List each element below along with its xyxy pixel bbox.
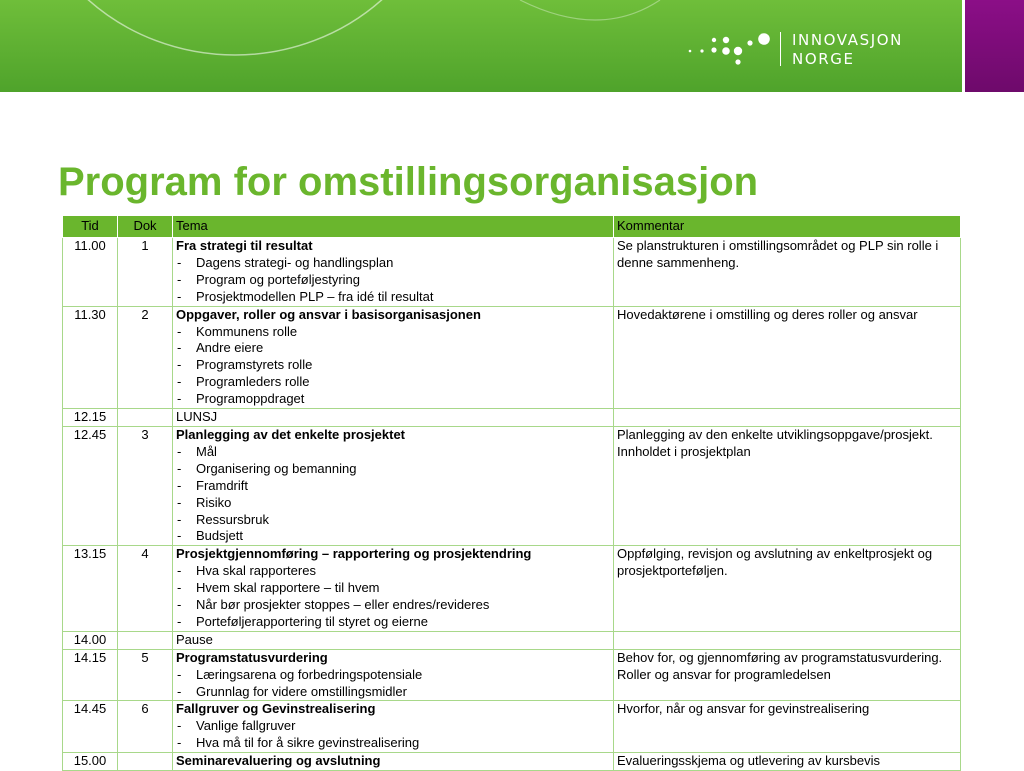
program-table: [62, 215, 961, 771]
topic-subitems: [176, 718, 610, 752]
cell-tid: 14.45: [63, 701, 118, 753]
topic-subitem: - Mål: [176, 444, 610, 461]
topic-subitems: [176, 324, 610, 409]
cell-kommentar: Evalueringsskjema og utlevering av kursbevis: [614, 753, 961, 771]
topic-subitem: - Andre eiere: [176, 340, 610, 357]
cell-tid: 15.00: [63, 753, 118, 771]
topic-subitem: - Vanlige fallgruver: [176, 718, 610, 735]
topic-subitem: - Hva må til for å sikre gevinstrealisering: [176, 735, 610, 752]
cell-tema: [173, 409, 614, 427]
cell-tema: [173, 546, 614, 632]
topic-subitem: - Risiko: [176, 495, 610, 512]
program-table-body: [63, 238, 961, 771]
header-banner: [0, 0, 962, 92]
topic-subitem: - Hvem skal rapportere – til hvem: [176, 580, 610, 597]
cell-kommentar: Planlegging av den enkelte utviklingsoppgave/prosjekt. Innholdet i prosjektplan: [614, 426, 961, 545]
cell-tema: [173, 649, 614, 701]
topic-heading: Seminarevaluering og avslutning: [176, 753, 381, 769]
topic-subitem: - Hva skal rapporteres: [176, 563, 610, 580]
cell-dok: 3: [118, 426, 173, 545]
table-row: [63, 701, 961, 753]
table-header-row: [63, 216, 961, 238]
topic-subitems: [176, 255, 610, 306]
cell-kommentar: Hvorfor, når og ansvar for gevinstrealisering: [614, 701, 961, 753]
cell-tema: [173, 426, 614, 545]
topic-subitem: - Grunnlag for videre omstillingsmidler: [176, 684, 610, 701]
topic-heading: Programstatusvurdering: [176, 649, 328, 665]
innovasjon-norge-logo: [688, 28, 928, 72]
table-row: [63, 546, 961, 632]
header-dok: Dok: [118, 216, 173, 238]
topic-heading: Planlegging av det enkelte prosjektet: [176, 426, 406, 442]
table-row: [63, 409, 961, 427]
topic-heading: Prosjektgjennomføring – rapportering og prosjektendring: [176, 546, 532, 562]
cell-kommentar: Se planstrukturen i omstillingsområdet og PLP sin rolle i denne sammenheng.: [614, 238, 961, 307]
header-kommentar: Kommentar: [614, 216, 961, 238]
cell-tid: 14.15: [63, 649, 118, 701]
topic-subitem: - Dagens strategi- og handlingsplan: [176, 255, 610, 272]
topic-text: LUNSJ: [176, 409, 218, 425]
topic-subitem: - Program og porteføljestyring: [176, 272, 610, 289]
topic-subitem: - Porteføljerapportering til styret og eierne: [176, 614, 610, 631]
topic-subitem: - Programleders rolle: [176, 374, 610, 391]
purple-corner-block: [965, 0, 1024, 92]
cell-tid: 14.00: [63, 631, 118, 649]
topic-subitem: - Organisering og bemanning: [176, 461, 610, 478]
table-row: [63, 426, 961, 545]
cell-kommentar: [614, 409, 961, 427]
topic-subitem: - Budsjett: [176, 528, 610, 545]
cell-dok: 5: [118, 649, 173, 701]
topic-subitem: - Når bør prosjekter stoppes – eller endres/revideres: [176, 597, 610, 614]
topic-subitem: - Kommunens rolle: [176, 324, 610, 341]
cell-tid: 11.30: [63, 306, 118, 408]
logo-line-1: INNOVASJON: [792, 31, 903, 49]
topic-subitem: - Programoppdraget: [176, 391, 610, 408]
cell-dok: [118, 631, 173, 649]
cell-kommentar: Behov for, og gjennomføring av programstatusvurdering. Roller og ansvar for programledelsen: [614, 649, 961, 701]
logo-dots-icon: [688, 28, 780, 72]
logo-wordmark: [792, 31, 903, 69]
cell-dok: 6: [118, 701, 173, 753]
topic-subitem: - Framdrift: [176, 478, 610, 495]
cell-kommentar: Hovedaktørene i omstilling og deres roller og ansvar: [614, 306, 961, 408]
cell-kommentar: Oppfølging, revisjon og avslutning av enkeltprosjekt og prosjektporteføljen.: [614, 546, 961, 632]
cell-tid: 11.00: [63, 238, 118, 307]
logo-line-2: NORGE: [792, 50, 855, 68]
cell-dok: 2: [118, 306, 173, 408]
table-row: [63, 649, 961, 701]
topic-heading: Fallgruver og Gevinstrealisering: [176, 701, 376, 717]
page-title: Program for omstillingsorganisasjon: [58, 160, 759, 204]
topic-heading: Oppgaver, roller og ansvar i basisorganisasjonen: [176, 306, 481, 322]
topic-subitems: [176, 444, 610, 545]
topic-text: Pause: [176, 631, 213, 647]
topic-subitems: [176, 563, 610, 631]
cell-tema: [173, 631, 614, 649]
topic-subitem: - Læringsarena og forbedringspotensiale: [176, 667, 610, 684]
cell-tid: 12.15: [63, 409, 118, 427]
cell-tema: [173, 306, 614, 408]
cell-dok: 1: [118, 238, 173, 307]
table-row: [63, 238, 961, 307]
topic-subitems: [176, 667, 610, 701]
header-tid: Tid: [63, 216, 118, 238]
cell-tema: [173, 701, 614, 753]
cell-dok: 4: [118, 546, 173, 632]
cell-tid: 13.15: [63, 546, 118, 632]
header-tema: Tema: [173, 216, 614, 238]
topic-heading: Fra strategi til resultat: [176, 238, 313, 253]
cell-tid: 12.45: [63, 426, 118, 545]
cell-tema: [173, 238, 614, 307]
logo-separator: [780, 32, 781, 66]
cell-kommentar: [614, 631, 961, 649]
topic-subitem: - Prosjektmodellen PLP – fra idé til resultat: [176, 289, 610, 306]
topic-subitem: - Programstyrets rolle: [176, 357, 610, 374]
table-row: [63, 631, 961, 649]
topic-subitem: - Ressursbruk: [176, 512, 610, 529]
cell-dok: [118, 409, 173, 427]
table-row: [63, 306, 961, 408]
